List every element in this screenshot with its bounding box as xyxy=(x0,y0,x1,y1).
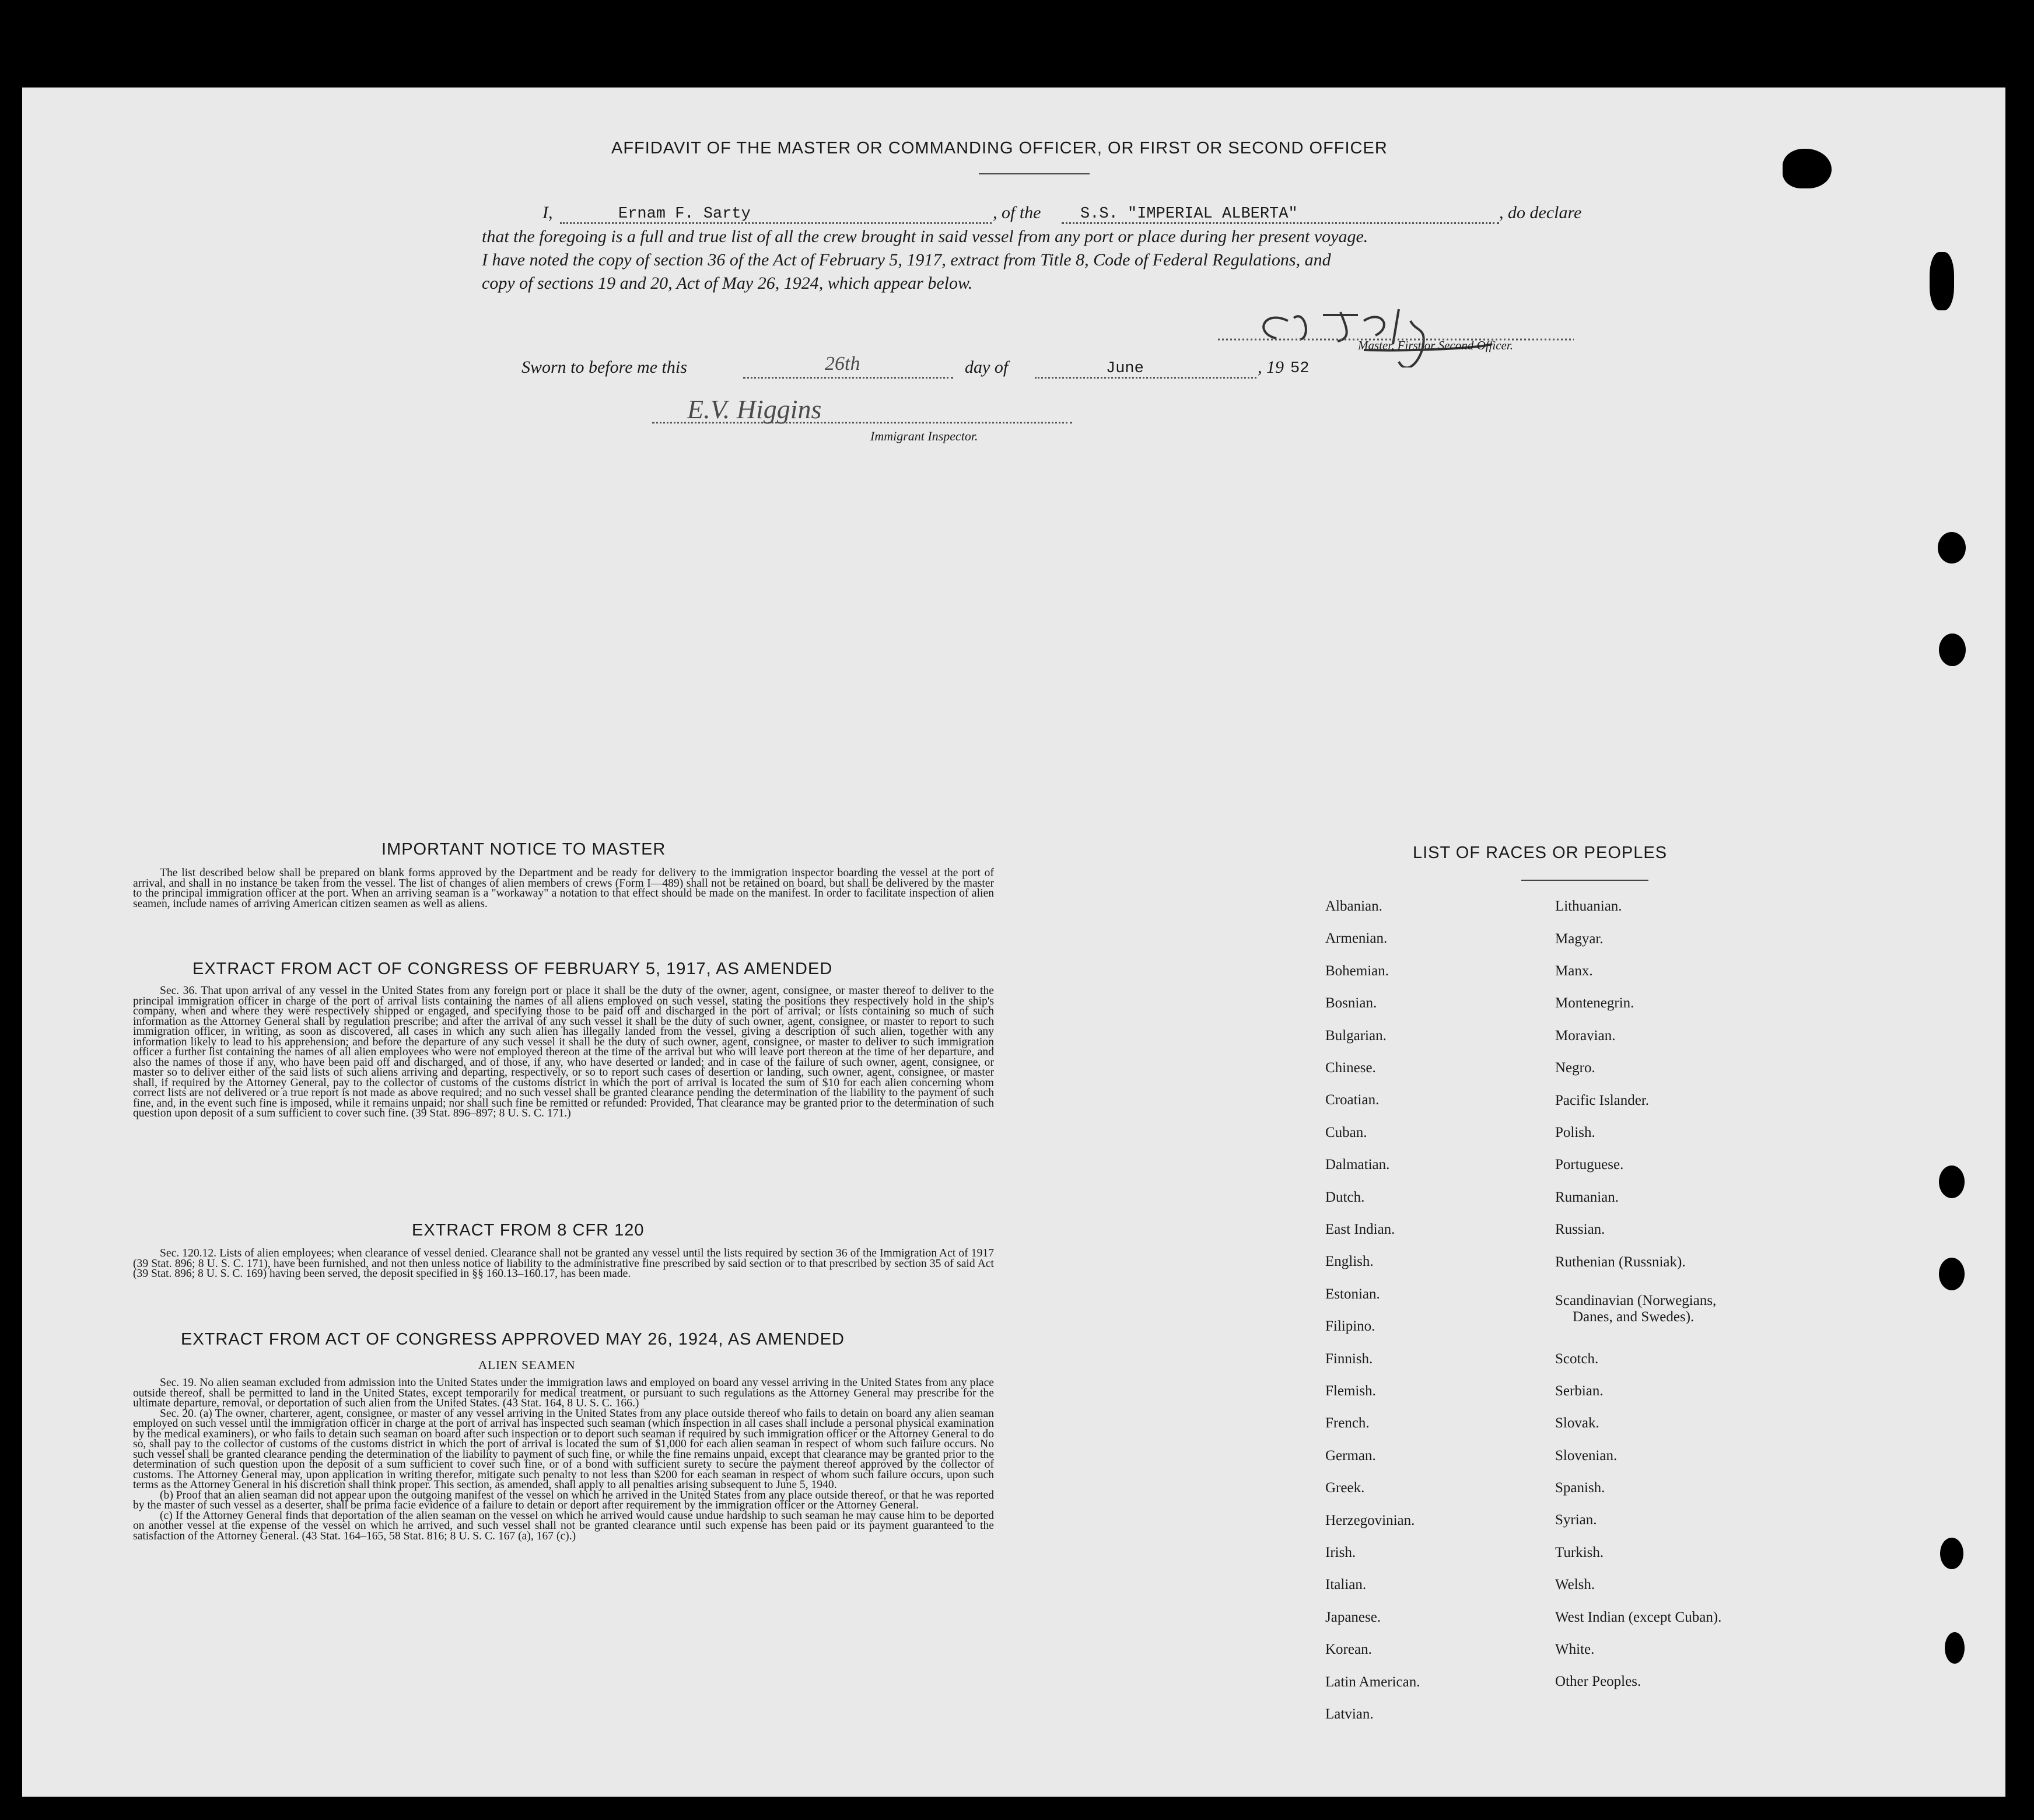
notice-body: The list described below shall be prepared on blank forms approved by the Department and be ready for delivery to the immigration inspector boarding the vessel at the port of arrival, and shall in no instance be taken from the vessel. The list of changes of alien members of crews (Form I—489) shall not be retained on board, but shall be delivered by the master to the principal immigration officer at the port. When an arriving seaman is a "workaway" a notation to that effect should be made on the manifest. In order to facilitate inspection of alien seamen, include names of arriving American citizen seamen as well as aliens. xyxy=(133,867,994,910)
inspector-caption: Immigrant Inspector. xyxy=(870,429,978,443)
race-item: Dalmatian. xyxy=(1325,1157,1390,1173)
race-item: Slovenian. xyxy=(1555,1448,1618,1464)
races-divider xyxy=(1521,880,1648,881)
race-item: German. xyxy=(1325,1447,1376,1464)
extract-1917-title: EXTRACT FROM ACT OF CONGRESS OF FEBRUARY 5, 1917, AS AMENDED xyxy=(192,960,833,978)
document-page xyxy=(22,88,2005,1797)
race-item: Serbian. xyxy=(1555,1383,1604,1399)
race-item: Finnish. xyxy=(1325,1350,1373,1367)
race-item: Montenegrin. xyxy=(1555,995,1634,1011)
day-of-text: day of xyxy=(965,358,1009,377)
race-item: Chinese. xyxy=(1325,1060,1376,1076)
master-signature xyxy=(1218,286,1591,368)
race-item: Negro. xyxy=(1555,1060,1595,1076)
year-prefix: , 19 xyxy=(1258,358,1284,377)
race-item: Albanian. xyxy=(1325,898,1382,914)
master-name: Ernam F. Sarty xyxy=(618,205,751,223)
extract-cfr-title: EXTRACT FROM 8 CFR 120 xyxy=(412,1221,645,1240)
race-item: Scotch. xyxy=(1555,1351,1599,1367)
race-item: Bohemian. xyxy=(1325,963,1389,979)
punch-hole xyxy=(1783,149,1832,188)
punch-hole xyxy=(1945,1632,1965,1664)
race-item: Croatian. xyxy=(1325,1092,1380,1108)
race-item: Moravian. xyxy=(1555,1028,1616,1044)
race-item: Ruthenian (Russniak). xyxy=(1555,1254,1686,1270)
race-item: Latvian. xyxy=(1325,1706,1374,1722)
do-declare-text: , do declare xyxy=(1499,203,1582,222)
alien-seamen-subtitle: ALIEN SEAMEN xyxy=(478,1358,576,1372)
extract-1924-body xyxy=(133,1378,994,1541)
race-item: Scandinavian (Norwegians, xyxy=(1555,1293,1717,1308)
punch-hole xyxy=(1930,252,1954,310)
extract-1924-title: EXTRACT FROM ACT OF CONGRESS APPROVED MAY 26, 1924, AS AMENDED xyxy=(181,1330,845,1349)
race-item: Estonian. xyxy=(1325,1286,1380,1302)
declaration-line-3: I have noted the copy of section 36 of the Act of February 5, 1917, extract from Title 8, Code of Federal Regulations, and xyxy=(482,250,1331,270)
race-item: Syrian. xyxy=(1555,1512,1597,1528)
race-item: Greek. xyxy=(1325,1480,1365,1496)
declaration-line-1 xyxy=(542,201,1616,227)
sec-20-a: Sec. 20. (a) The owner, charterer, agent, consignee, or master of any vessel arriving in the United States from any place outside thereof who fails to detain on board any alien seaman employed on such vessel until the immigration officer in charge at the port of arrival has inspected such seaman (which inspection in all cases shall include a personal physical examination by the medical examiners), or who fails to detain such seaman on board after such inspection or to deport such seaman if required by such immigration officer or the Attorney General to do so, shall pay to the collector of customs of the customs district in which the port of arrival is located the sum of $1,000 for each alien seaman in respect of whom such failure occurs. No such vessel shall be granted clearance pending the determination of the liability to payment of such fine, or while the fine remains unpaid, except that clearance may be granted prior to the determination of such question upon the deposit of a sum sufficient to cover such fine, or of a bond with sufficient surety to secure the payment thereof approved by the collector of customs. The Attorney General may, upon application in writing therefor, mitigate such penalty to not less than $200 for each seaman in respect of whom such failure occurs, upon such terms as the Attorney General in his discretion shall think proper. This section, as amended, shall apply to all penalties arising subsequent to June 5, 1940. xyxy=(133,1407,994,1491)
race-item: English. xyxy=(1325,1254,1374,1270)
race-item: Armenian. xyxy=(1325,930,1388,947)
race-item: Portuguese. xyxy=(1555,1157,1624,1172)
sworn-day: 26th xyxy=(825,353,860,374)
races-title: LIST OF RACES OR PEOPLES xyxy=(1413,844,1668,862)
race-item: Other Peoples. xyxy=(1555,1674,1641,1689)
punch-hole xyxy=(1938,532,1966,564)
punch-hole xyxy=(1939,1166,1965,1198)
race-item: Manx. xyxy=(1555,963,1593,979)
vessel-name: S.S. "IMPERIAL ALBERTA" xyxy=(1080,205,1298,223)
race-item: Bulgarian. xyxy=(1325,1027,1387,1044)
sworn-prefix: Sworn to before me this xyxy=(521,358,687,377)
race-item: Latin American. xyxy=(1325,1674,1420,1690)
race-item: Herzegovinian. xyxy=(1325,1512,1415,1528)
race-item: Flemish. xyxy=(1325,1383,1376,1399)
inspector-signature: E.V. Higgins xyxy=(687,394,822,424)
race-item: Irish. xyxy=(1325,1545,1356,1560)
sworn-month: June xyxy=(1106,360,1144,377)
declaration-line-2: that the foregoing is a full and true list of all the crew brought in said vessel from any port or place during her present voyage. xyxy=(482,227,1368,246)
race-item: Pacific Islander. xyxy=(1555,1093,1650,1108)
race-item: Bosnian. xyxy=(1325,995,1377,1012)
race-item: Dutch. xyxy=(1325,1189,1365,1205)
race-item: Cuban. xyxy=(1325,1124,1367,1140)
race-item: Japanese. xyxy=(1325,1609,1381,1625)
race-item: Russian. xyxy=(1555,1222,1605,1237)
sworn-line xyxy=(521,353,1367,382)
notice-title: IMPORTANT NOTICE TO MASTER xyxy=(381,840,666,859)
race-item: French. xyxy=(1325,1415,1370,1432)
race-item: Lithuanian. xyxy=(1555,898,1622,914)
of-the-text: , of the xyxy=(993,203,1041,222)
race-item: Filipino. xyxy=(1325,1318,1375,1335)
affidavit-title: AFFIDAVIT OF THE MASTER OR COMMANDING OFFICER, OR FIRST OR SECOND OFFICER xyxy=(611,139,1388,158)
punch-hole xyxy=(1940,1538,1963,1569)
race-item: Spanish. xyxy=(1555,1480,1605,1496)
extract-1917-body: Sec. 36. That upon arrival of any vessel in the United States from any foreign port or place it shall be the duty of the owner, agent, consignee, or master thereof to deliver to the principal immigration officer in charge of the port of arrival lists containing the names of all aliens employed on such vessel, stating the positions they respectively hold in the ship's company, when and where they were respectively shipped or engaged, and specifying those to be paid off and discharged in the port of arrival; or lists containing so much of such information as the Attorney General shall by regulation prescribe; and after the arrival of any such vessel it shall be the duty of such owner, agent, consignee, or master to report to such immigration officer, in writing, as soon as discovered, all cases in which any such alien has illegally landed from the vessel, giving a description of such alien, together with any information likely to lead to his apprehension; and before the departure of any such vessel it shall be the duty of such owner, agent, consignee, or master to deliver to such immigration officer a further list containing the names of all alien employees who were not employed thereon at the time of the arrival but who will leave port thereon at the time of her departure, and also the names of those if any, who have been paid off and discharged, and of those, if any, who have deserted or landed; and in case of the failure of such owner, agent, consignee, or master so to deliver either of the said lists of such aliens arriving and departing, respectively, or so to report such cases of desertion or landing, such owner, agent, consignee, or master shall, if required by the Attorney General, pay to the collector of customs of the customs district in which the port of arrival is located the sum of $10 for each alien concerning whom correct lists are not delivered or a true report is not made as above required; and no such vessel shall be granted clearance pending the determination of the liability to the payment of such fine, and, in the event such fine is imposed, while it remains unpaid; nor shall such fine be remitted or refunded: Provided, That clearance may be granted prior to the determination of such question upon deposit of a sum sufficient to cover such fine. (39 Stat. 896–897; 8 U. S. C. 171.) xyxy=(133,985,994,1119)
race-item: Turkish. xyxy=(1555,1545,1604,1560)
race-item: Polish. xyxy=(1555,1125,1595,1140)
sec-20-c: (c) If the Attorney General finds that deportation of the alien seaman on the vessel on which he arrived would cause undue hardship to such seaman he may cause him to be deported on another vessel at the expense of the vessel on which he arrived, and such vessel shall not be granted clearance until such expense has been paid or its payment guaranteed to the satisfaction of the Attorney General. (43 Stat. 164–165, 58 Stat. 816; 8 U. S. C. 167 (a), 167 (c).) xyxy=(133,1509,994,1542)
signature-caption: Master, First or Second Officer. xyxy=(1358,338,1513,352)
inspector-signature-block xyxy=(629,388,1072,458)
race-item: Korean. xyxy=(1325,1642,1372,1658)
sec-20-b: (b) Proof that an alien seaman did not appear upon the outgoing manifest of the vessel on which he arrived in the United States from any place outside thereof, or that he was reported by the master of such vessel as a deserter, shall be prima facie evidence of a failure to detain or deport after requirement by the immigration officer or the Attorney General. xyxy=(133,1489,994,1511)
race-item: Danes, and Swedes). xyxy=(1573,1309,1695,1325)
sworn-year: 52 xyxy=(1290,360,1310,377)
race-item: White. xyxy=(1555,1642,1595,1657)
title-divider xyxy=(979,173,1090,174)
race-item: West Indian (except Cuban). xyxy=(1555,1609,1722,1625)
punch-hole xyxy=(1939,1258,1965,1290)
i-prefix: I, xyxy=(542,203,553,222)
master-signature-block xyxy=(1218,286,1591,368)
declaration-line-4: copy of sections 19 and 20, Act of May 26, 1924, which appear below. xyxy=(482,274,973,293)
race-item: Welsh. xyxy=(1555,1577,1595,1592)
race-item: Rumanian. xyxy=(1555,1189,1619,1205)
race-item: Slovak. xyxy=(1555,1415,1599,1431)
punch-hole xyxy=(1939,634,1966,666)
extract-cfr-body: Sec. 120.12. Lists of alien employees; when clearance of vessel denied. Clearance shall not be granted any vessel until the lists required by section 36 of the Immigration Act of 1917 (39 Stat. 896; 8 U. S. C. 171), have been furnished, and not then unless notice of liability to the administrative fine prescribed by said section or to that prescribed by section 35 of said Act (39 Stat. 896; 8 U. S. C. 169) having been served, the deposit specified in §§ 160.13–160.17, has been made. xyxy=(133,1247,994,1280)
race-item: Italian. xyxy=(1325,1577,1367,1593)
sec-19: Sec. 19. No alien seaman excluded from admission into the United States under the immigration laws and employed on board any vessel arriving in the United States from any place outside thereof, shall be permitted to land in the United States, except temporarily for medical treatment, or pursuant to such regulations as the Attorney General may prescribe for the ultimate departure, removal, or deportation of such alien from the United States. (43 Stat. 164, 8 U. S. C. 166.) xyxy=(133,1377,994,1409)
race-item: East Indian. xyxy=(1325,1222,1395,1237)
race-item: Magyar. xyxy=(1555,931,1604,947)
